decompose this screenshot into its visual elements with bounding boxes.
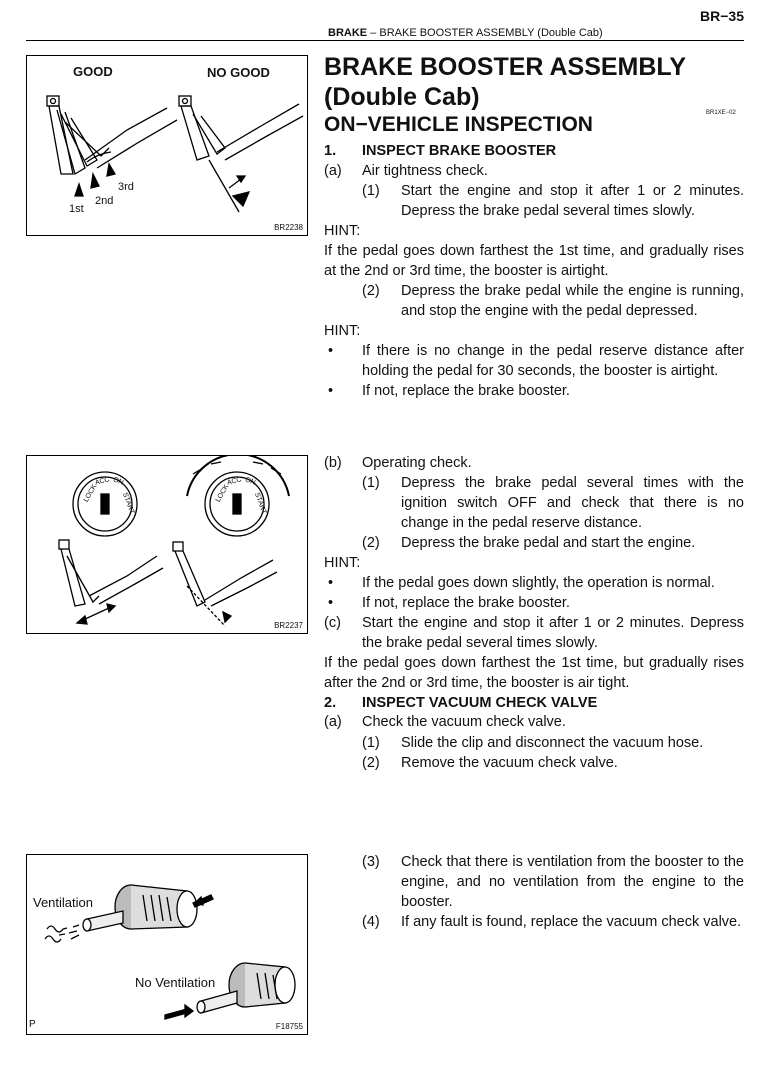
item-v4-num: (4): [362, 914, 380, 930]
lock-label-left: LOCK: [82, 483, 99, 504]
header-subsection: BRAKE BOOSTER ASSEMBLY (Double Cab): [379, 27, 603, 39]
step-1-label: INSPECT BRAKE BOOSTER: [362, 143, 557, 159]
figure-check-valve: [26, 854, 308, 1035]
arrow-pedal: [233, 192, 249, 206]
reference-code: BR1XE−02: [706, 110, 736, 116]
lock-label-right: LOCK: [214, 483, 231, 504]
label-no-ventilation: No Ventilation: [135, 975, 216, 990]
bullet-item: [324, 573, 744, 593]
pedal-arm-3: [175, 551, 205, 606]
running-header: [328, 27, 603, 39]
pedal-pivot-2: [183, 99, 188, 104]
figure-code: F18755: [275, 1022, 303, 1031]
item-v1-num: (1): [362, 735, 380, 751]
figure-pedal-airtight: [26, 55, 308, 236]
item-v2: [324, 753, 744, 773]
arrow-head-a: [77, 616, 87, 624]
header-dash: –: [367, 27, 380, 39]
check-valve-illustration: [27, 855, 307, 1034]
item-b1: [324, 473, 744, 533]
bullet-mark: •: [328, 595, 334, 611]
title-line-1: BRAKE BOOSTER ASSEMBLY: [324, 53, 687, 81]
figure-code: BR2237: [274, 621, 303, 630]
arrow-into-engine: [165, 1009, 187, 1019]
pedal-bracket-2: [173, 542, 183, 551]
title-line-2: (Double Cab): [324, 83, 480, 111]
label-ventilation: Ventilation: [33, 895, 93, 910]
item-b2-text: Depress the brake pedal and start the engine.: [401, 535, 696, 551]
bullet-text: If there is no change in the pedal reserve distance after holding the pedal for 30 seconds, the booster is airtight.: [362, 343, 744, 379]
item-a1: [324, 181, 744, 221]
label-good: GOOD: [73, 64, 113, 79]
item-v4: [324, 912, 744, 932]
label-1st: 1st: [69, 203, 84, 215]
item-a-text: Air tightness check.: [362, 163, 488, 179]
item-c-text: Start the engine and stop it after 1 or 2 minutes. Depress the brake pedal several times slowly.: [362, 615, 744, 651]
item-a2-text: Depress the brake pedal while the engine is running, and stop the engine with the pedal depressed.: [401, 283, 744, 319]
item-v3-text: Check that there is ventilation from the booster to the engine, and no ventilation from the engine to the booster.: [401, 854, 744, 910]
nozzle-tip-upper: [83, 919, 91, 931]
step-2-number: 2.: [324, 695, 337, 711]
item-c: [324, 613, 744, 653]
page-number: BR−35: [700, 8, 744, 24]
hint-2-label: HINT:: [324, 323, 361, 339]
arrow-3rd: [107, 164, 115, 176]
item-v4-text: If any fault is found, replace the vacuum check valve.: [401, 914, 742, 930]
label-no-good: NO GOOD: [207, 65, 270, 80]
item-a2-num: (2): [362, 283, 380, 299]
valve-end-upper: [177, 891, 197, 927]
pushrod-2-lower: [211, 572, 277, 606]
step-1-number: 1.: [324, 143, 337, 159]
pedal-arm-4: [65, 122, 109, 156]
step-1-heading: [324, 141, 744, 161]
pushrod-lower: [97, 120, 177, 168]
section-subtitle: ON−VEHICLE INSPECTION: [324, 113, 593, 136]
item-v3: [324, 852, 744, 912]
airflow-puffs: [45, 926, 63, 942]
hint-1-label: HINT:: [324, 223, 361, 239]
item-b2: [324, 533, 744, 553]
item-v1-text: Slide the clip and disconnect the vacuum hose.: [401, 735, 704, 751]
arrow-down: [223, 612, 231, 622]
pushrod-2-lower: [225, 116, 303, 160]
pedal-arm-6: [193, 114, 225, 154]
item-b-text: Operating check.: [362, 455, 472, 471]
item-v2-text: Remove the vacuum check valve.: [401, 755, 618, 771]
step-2-heading: [324, 693, 744, 713]
arrow-1st: [75, 184, 83, 196]
item-a1-text: Start the engine and stop it after 1 or 2 minutes. Depress the brake pedal several times slowly.: [401, 183, 744, 219]
page-title: [324, 52, 686, 112]
arrow-2nd: [91, 174, 99, 188]
item-b1-num: (1): [362, 475, 380, 491]
figure-operating-check: [26, 455, 308, 634]
item-a-mark: (a): [324, 163, 342, 179]
item-v3-num: (3): [362, 854, 380, 870]
pedal-arm-1: [49, 106, 73, 174]
start-label-right: START: [253, 491, 268, 516]
item-c-mark: (c): [324, 615, 341, 631]
bullet-text: If not, replace the brake booster.: [362, 383, 570, 399]
bullet-mark: •: [328, 343, 334, 359]
start-label-left: START: [121, 491, 136, 516]
on-label-right: ON: [244, 476, 257, 487]
pedal-bracket: [59, 540, 69, 549]
pedal-bracket: [47, 96, 59, 106]
arrow-head-lower: [185, 1005, 193, 1017]
label-3rd: 3rd: [118, 181, 134, 193]
item-b: [324, 453, 744, 473]
airflow-lines: [59, 925, 79, 939]
item-a-valve-mark: (a): [324, 714, 342, 730]
hint-3-label: HINT:: [324, 555, 361, 571]
item-v1: [324, 733, 744, 753]
key-slot-right: [233, 494, 241, 514]
header-rule: [26, 40, 744, 41]
bullet-text: If the pedal goes down slightly, the operation is normal.: [362, 575, 715, 591]
bullet-item: [324, 381, 744, 401]
valve-end-lower: [275, 967, 295, 1003]
pedal-arm: [61, 549, 85, 606]
item-a: [324, 161, 744, 181]
bullet-mark: •: [328, 383, 334, 399]
bullet-mark: •: [328, 575, 334, 591]
label-p: P: [29, 1019, 36, 1030]
figure-code: BR2238: [274, 223, 303, 232]
pedal-travel-line: [209, 160, 239, 212]
item-a-valve: [324, 712, 744, 732]
header-section: BRAKE: [328, 27, 368, 39]
key-slot-left: [101, 494, 109, 514]
item-b1-text: Depress the brake pedal several times with the ignition switch OFF and check that there is no change in the pedal reserve distance.: [401, 475, 744, 531]
item-c-result: If the pedal goes down farthest the 1st time, but gradually rises after the 2nd or 3rd time, the booster is air tight.: [324, 655, 744, 691]
label-2nd: 2nd: [95, 195, 114, 207]
valve-nozzle-lower: [201, 991, 237, 1013]
arrow-head-b: [107, 604, 115, 612]
bullet-item: [324, 341, 744, 381]
nozzle-tip-lower: [197, 1001, 205, 1013]
arrow-head-upper: [195, 897, 203, 905]
item-a1-num: (1): [362, 183, 380, 199]
pushrod-2: [217, 104, 299, 152]
double-arrow-line: [83, 608, 109, 620]
step-2-label: INSPECT VACUUM CHECK VALVE: [362, 695, 598, 711]
bullet-text: If not, replace the brake booster.: [362, 595, 570, 611]
item-a-valve-text: Check the vacuum check valve.: [362, 714, 566, 730]
hint-1-text: If the pedal goes down farthest the 1st time, and gradually rises at the 2nd or 3rd time, the booster is airtight.: [324, 243, 744, 279]
pedal-pivot: [51, 99, 56, 104]
item-b2-num: (2): [362, 535, 380, 551]
bullet-item: [324, 593, 744, 613]
item-b-mark: (b): [324, 455, 342, 471]
on-label-left: ON: [112, 476, 125, 487]
acc-label-left: ACC: [94, 476, 111, 487]
valve-nozzle-upper: [87, 911, 123, 931]
pedal-bracket-2: [179, 96, 191, 106]
item-a2: [324, 281, 744, 321]
acc-label-right: ACC: [226, 476, 243, 487]
item-v2-num: (2): [362, 755, 380, 771]
ignition-pedal-illustration: [27, 456, 307, 633]
